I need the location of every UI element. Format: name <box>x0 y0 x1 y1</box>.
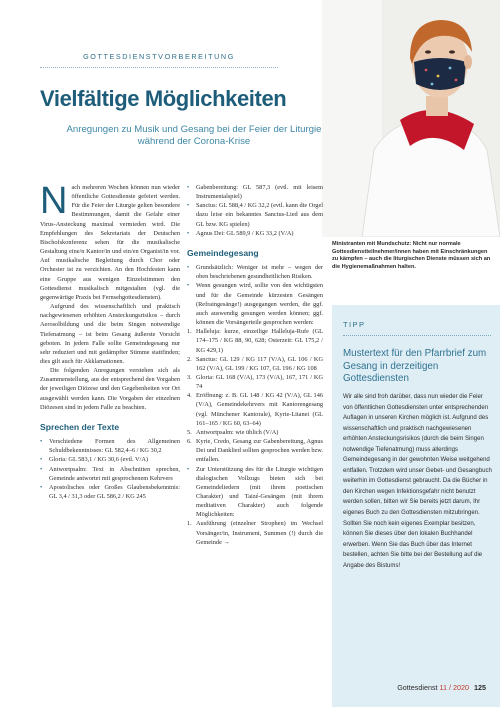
item-text: Antwortpsalm: wie üblich (V/A) <box>196 428 279 436</box>
item-number: 5. <box>187 428 192 436</box>
numbered-item <box>187 327 323 354</box>
numbered-item <box>187 437 323 464</box>
article-subtitle: Anregungen zu Musik und Gesang bei der Feier der Liturgie während der Corona-Krise <box>66 124 322 147</box>
item-number: 1. <box>187 520 192 528</box>
item-number: 6. <box>187 438 192 446</box>
list-item: • Zur Unterstützung des für die Liturgie wichtigen dialogischen Vollzugs bieten sich bei Gemeindeliedern (mit ihrem poetischen Charakter) und Taizé-Gesängen (mit ihrem meditativen Charakter) auch folgende Möglichkeiten: <box>187 465 323 520</box>
body-paragraph-3: Die folgenden Anregungen verstehen sich als Zusammenstellung, aus der entsprechend den Vorgaben der jeweiligen Diözese und den Gegebenheiten vor Ort ausgewählt werden kann. Die Vorgaben der einzelnen Diözesen sind in jedem Falle zu beachten. <box>40 367 180 411</box>
article-photo <box>322 0 500 237</box>
page-number: 125 <box>474 683 486 692</box>
body-paragraph-2: Aufgrund des wissenschaftlich und praktisch nachgewiesenen erhöhten Ansteckungsrisikos – durch Aerosolbildung und die beim Singen notwendige Tiefenatmung – ist beim Gesang äußerste Vorsicht geboten. In jedem Falle sollte Gemeindegesang nur sehr reduziert und mit gedämpfter Stimme stattfinden; dies gilt auch für Akklamationen. <box>40 303 180 365</box>
numbered-item <box>187 391 323 428</box>
item-text: Kyrie, Credo, Gesang zur Gabenbereitung, Agnus Dei und Danklied sollten gesprochen werden bzw. entfallen. <box>196 438 323 464</box>
article-column-2 <box>187 183 323 547</box>
numbered-item <box>187 519 323 546</box>
drop-cap: N <box>40 180 68 222</box>
magazine-name: Gottesdienst <box>397 683 438 692</box>
article-title: Vielfältige Möglichkeiten <box>40 86 287 111</box>
sprechen-list <box>40 437 180 501</box>
section-heading-gemeindegesang: Gemeindegesang <box>187 247 259 258</box>
numbered-list-2 <box>187 519 323 546</box>
numbered-item <box>187 355 323 373</box>
numbered-item <box>187 373 323 391</box>
list-item: • Antwortpsalm: Text in Abschnitten sprechen, Gemeinde antwortet mit gesprochenem Kehrvers <box>40 465 180 483</box>
item-number: 4. <box>187 392 192 400</box>
item-text: Eröffnung: z. B. GL 148 / KG 42 (V/A), GL 146 (V/A), Gemeindekehrvers mit Kantorengesang (vgl. Münchener Kantorale), Kyrie-Litanei (GL 161–165 / KG 60, 63–64) <box>196 392 323 427</box>
item-text: Gloria: GL 168 (V/A), 173 (V/A), 167, 171 / KG 74 <box>196 373 323 391</box>
item-text: Halleluja: kurze, einzeilige Halleluja-Rufe (GL 174–175 / KG 88, 90, 628; Osterzeit: GL 175,2 / KG 429,1) <box>196 328 323 354</box>
intro-text: ach mehreren Wochen können nun wieder öffentliche Gottesdienste gefeiert werden. Für die Feier der Liturgie gelten besondere Bestimmungen, damit die Gefahr einer Virus-Ansteckung maximal vermieden wird. Die Empfehlungen des Sekretariats der Deutschen Bischofskonferenz sehen für die musikalische Gestaltung eine/n Kantor/in und ein/en Organist/in vor. Auf musikalische Begleitung durch Chor oder Orchester ist zu verzichten. An den Hochfesten kann eine Gruppe aus wenigen Einzelstimmen den Gottesdienst musikalisch mitgestalten (vgl. die gegenwärtige Praxis bei Fernsehgottesdiensten). <box>40 184 180 301</box>
tip-title: Mustertext für den Pfarrbrief zum Gesang in derzeitigen Gottesdiensten <box>343 348 487 385</box>
gemeindegesang-list-2 <box>187 465 323 520</box>
article-column-1 <box>40 180 180 501</box>
section-kicker: GOTTESDIENSTVORBEREITUNG <box>83 52 235 61</box>
section-heading-sprechen: Sprechen der Texte <box>40 421 120 432</box>
numbered-list <box>187 327 323 464</box>
list-item: • Agnus Dei: GL 589,9 / KG 33,2 (V/A) <box>187 229 323 238</box>
list-item: • Apostolisches oder Großes Glaubensbekenntnis: GL 3,4 / 31,3 oder GL 586,2 / KG 245 <box>40 483 180 501</box>
list-item: • Verschiedene Formen des Allgemeinen Schuldbekenntnisses: GL 582,4–6 / KG 30,2 <box>40 437 180 455</box>
tip-body: Wir alle sind froh darüber, dass nun wieder die Feier von öffentlichen Gottesdiensten unter entsprechenden Auflagen in unseren Kirchen möglich ist. Aufgrund des wissenschaftlich und praktisch nachgewiesenen erhöhten Ansteckungsrisikos (durch die beim Singen notwendige Tiefenatmung) muss allerdings Gemeindegesang in der gewohnten Weise weitgehend entfallen. Trotzdem wird unser Gebet- und Gesangbuch weiterhin im Gottesdienst gebraucht. Da die Bücher in den Kirchen wegen Infektionsgefahr nicht benutzt werden sollen, bitten wir Sie bereits jetzt darum, Ihr eigenes Buch zu den Gottesdiensten mitzubringen. Sollten Sie noch kein eigenes Exemplar besitzen, können Sie dieses über den lokalen Buchhandel erwerben. Wenn Sie das Buch über das Internet bestellen, achten Sie bitte bei der Bestellung auf die Angabe des Bistums! <box>343 394 492 569</box>
item-text: Ausführung (einzelner Strophen) im Wechsel Vorsänger/in, Instrument, Summen (!) durch die Gemeinde → <box>196 520 323 546</box>
list-item: • Grundsätzlich: Weniger ist mehr – wegen der oben beschriebenen gesundheitlichen Risiken. <box>187 263 323 281</box>
photo-caption: Ministranten mit Mundschutz: Nicht nur normale Gottesdienstteilnehmer/innen haben mit Einschränkungen zu kämpfen – auch die liturgischen Dienste müssen sich an die Hygienemaßnahmen halten. <box>332 241 491 270</box>
tip-label: TIPP <box>343 320 366 329</box>
item-number: 2. <box>187 355 192 363</box>
gemeindegesang-list <box>187 263 323 327</box>
item-number: 1. <box>187 328 192 336</box>
page-footer <box>326 683 486 692</box>
altar-server-illustration <box>322 0 500 237</box>
list-item: • Gloria: GL 583,1 / KG 30,6 (evtl. V/A) <box>40 455 180 464</box>
kicker-divider <box>40 67 278 68</box>
item-number: 3. <box>187 373 192 381</box>
item-text: Sanctus: GL 129 / KG 117 (V/A), GL 106 / KG 162 (V/A), GL 199 / KG 107, GL 196 / KG 108 <box>196 355 323 372</box>
issue-number: 11 / 2020 <box>439 683 469 692</box>
numbered-item <box>187 428 323 437</box>
list-item: • Gabenbereitung: GL 587,3 (evtl. mit leisem Instrumentalspiel) <box>187 183 323 201</box>
intro-paragraph <box>40 180 180 302</box>
list-item: • Wenn gesungen wird, sollte von den wichtigsten und für die Gemeinde kürzesten Gesängen (Refraingesänge!) ausgegangen werden, die ggf. auch auswendig gesungen werden können; ggf. können die Vorsängerteile gesprochen werden: <box>187 281 323 327</box>
liturgy-list <box>187 183 323 238</box>
list-item: • Sanctus: GL 588,4 / KG 32,2 (evtl. kann die Orgel dazu leise ein bekanntes Sanctus-Lied aus dem GL bzw. KG spielen) <box>187 201 323 228</box>
tip-divider <box>343 335 491 336</box>
